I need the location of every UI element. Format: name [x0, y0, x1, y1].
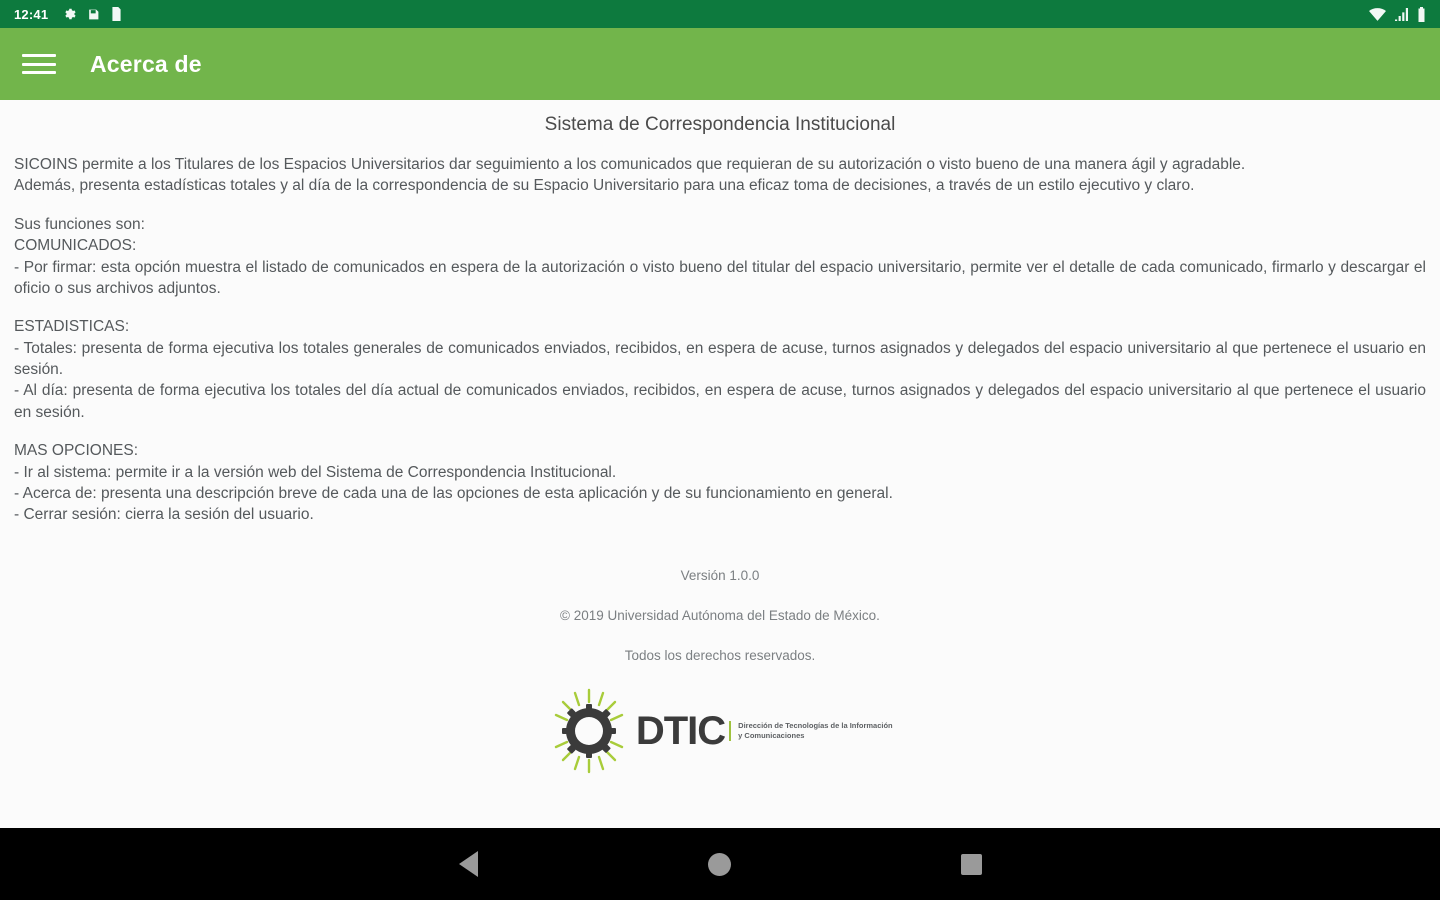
recents-nav-button[interactable]: [961, 854, 982, 875]
wifi-icon: [1369, 8, 1386, 21]
about-paragraph: - Al día: presenta de forma ejecutiva los totales del día actual de comunicados enviados, recibidos, en espera de acuse, turnos asignados y delegados del espacio universitario al que pertenece el usuario en sesión.: [14, 382, 1426, 421]
dtic-tagline: Dirección de Tecnologías de la Información y Comunicaciones: [729, 721, 894, 741]
app-bar: [0, 28, 1440, 100]
sim-icon: [111, 7, 122, 21]
about-paragraph: Sus funciones son:: [14, 215, 145, 233]
sun-gear-icon: [546, 688, 632, 774]
status-left-icons: [62, 7, 122, 21]
about-section-heading: ESTADISTICAS:: [14, 318, 130, 336]
save-icon: [87, 8, 100, 21]
settings-icon: [62, 7, 76, 21]
home-nav-button[interactable]: [708, 853, 731, 876]
page-title: Acerca de: [90, 50, 202, 77]
status-bar: [0, 0, 1440, 28]
about-paragraph: - Ir al sistema: permite ir a la versión web del Sistema de Correspondencia Institucional.: [14, 463, 617, 481]
about-footer: [14, 568, 1426, 663]
version-label: Versión 1.0.0: [680, 567, 760, 583]
about-paragraph: - Acerca de: presenta una descripción breve de cada una de las opciones de esta aplicación y de su funcionamiento en general.: [14, 484, 893, 502]
about-paragraph: Además, presenta estadísticas totales y al día de la correspondencia de su Espacio Universitario para una eficaz toma de decisiones, a través de un estilo ejecutivo y claro.: [14, 177, 1195, 195]
about-paragraph: SICOINS permite a los Titulares de los Espacios Universitarios dar seguimiento a los comunicados que requieran de su autorización o visto bueno de una manera ágil y agradable.: [14, 156, 1246, 173]
about-section-heading: COMUNICADOS:: [14, 237, 137, 255]
hamburger-menu-icon[interactable]: [22, 51, 56, 77]
copyright-label: © 2019 Universidad Autónoma del Estado de México.: [560, 607, 880, 623]
about-paragraph: - Por firmar: esta opción muestra el listado de comunicados en espera de la autorización o visto bueno del titular del espacio universitario, permite ver el detalle de cada comunicado, firmarlo y descargar el oficio o sus archivos adjuntos.: [14, 258, 1426, 297]
about-section-heading: MAS OPCIONES:: [14, 442, 139, 460]
status-right-icons: [1369, 7, 1426, 22]
document-title: Sistema de Correspondencia Institucional: [544, 114, 896, 135]
system-navigation-bar: [0, 828, 1440, 900]
status-clock: 12:41: [14, 6, 49, 22]
rights-label: Todos los derechos reservados.: [624, 647, 816, 663]
about-paragraph: - Totales: presenta de forma ejecutiva los totales generales de comunicados enviados, recibidos, en espera de acuse, turnos asignados y delegados del espacio universitario al que pertenece el usuario en sesión.: [14, 339, 1426, 378]
dtic-wordmark: DTIC: [635, 708, 726, 753]
battery-icon: [1417, 7, 1426, 22]
about-content: [0, 100, 1440, 828]
about-paragraph: - Cerrar sesión: cierra la sesión del usuario.: [14, 506, 314, 524]
back-nav-button[interactable]: [459, 851, 478, 877]
signal-icon: [1394, 8, 1409, 21]
dtic-logo: [14, 688, 1426, 774]
